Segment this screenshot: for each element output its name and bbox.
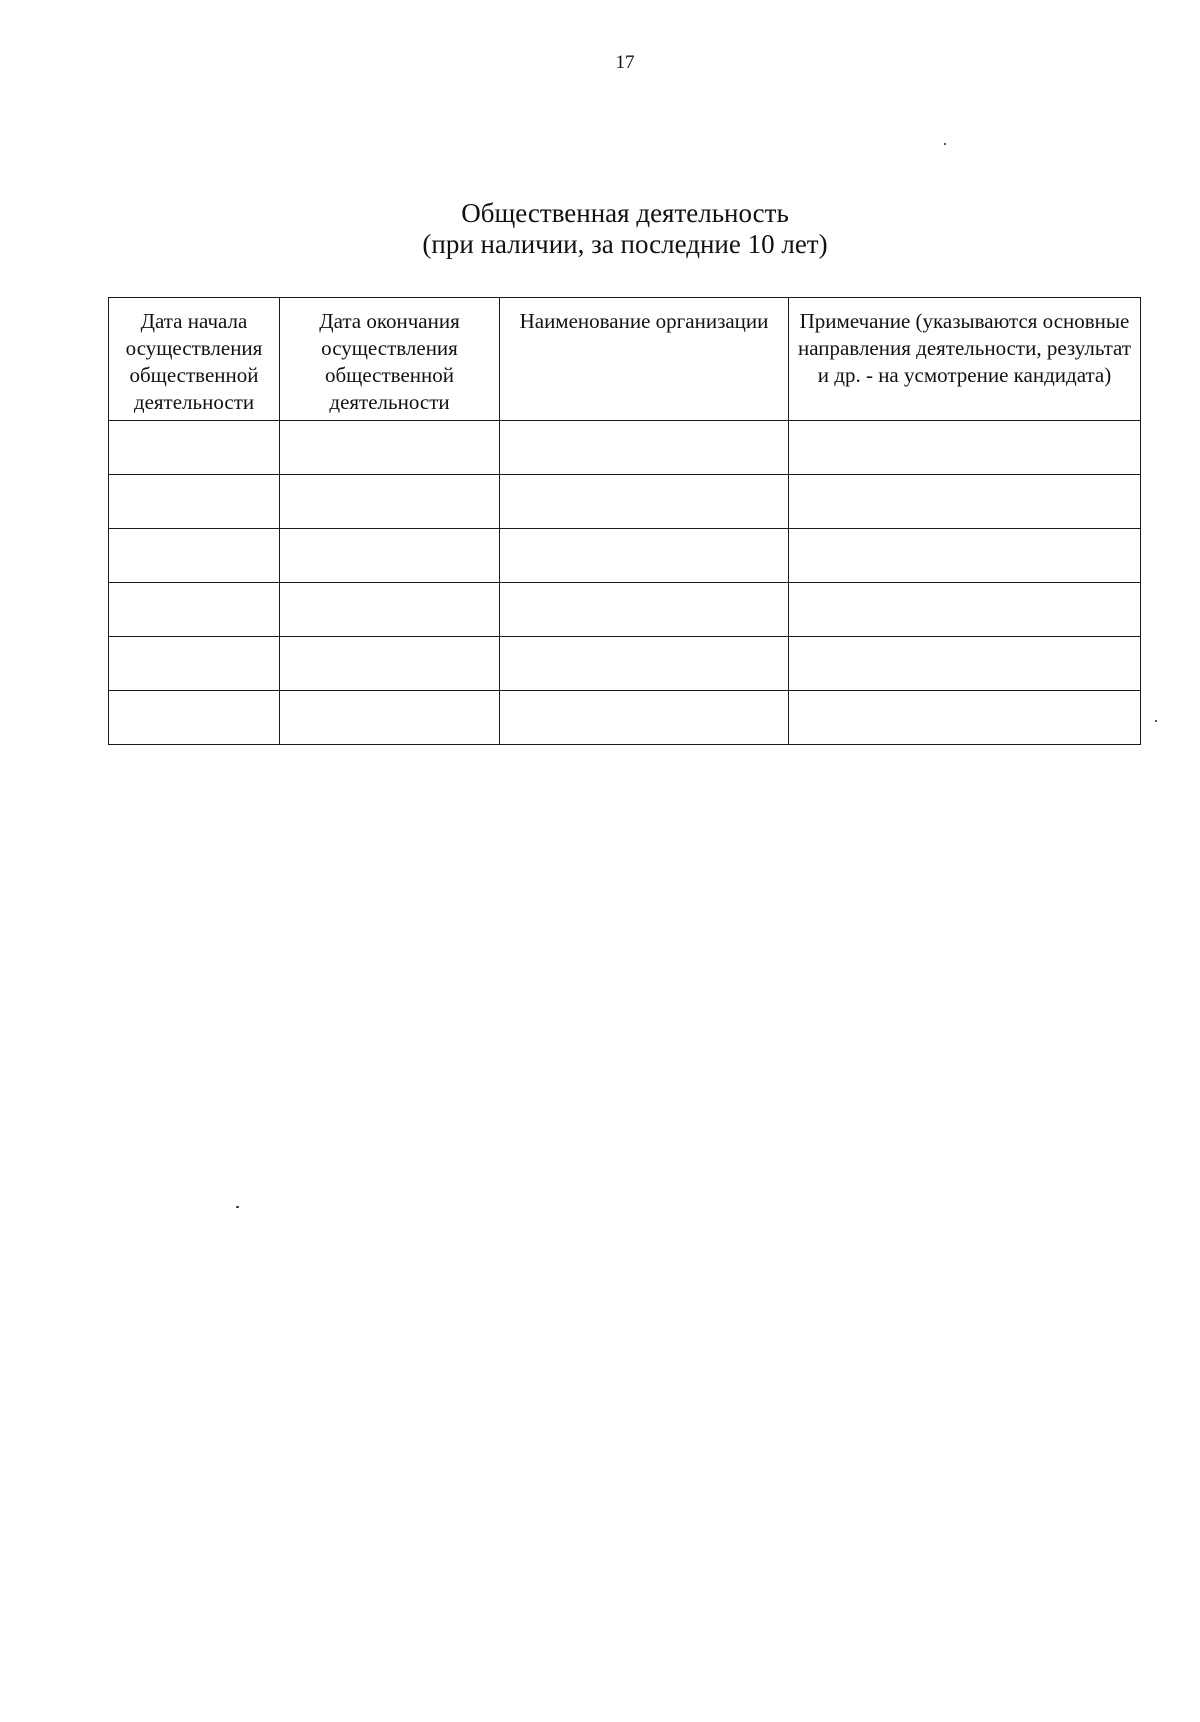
table-cell[interactable] bbox=[500, 583, 789, 637]
scan-speck bbox=[236, 1206, 239, 1208]
table-header-row bbox=[109, 298, 1141, 421]
table-cell[interactable] bbox=[789, 475, 1141, 529]
table-cell[interactable] bbox=[109, 421, 280, 475]
table-cell[interactable] bbox=[280, 529, 500, 583]
table-cell[interactable] bbox=[500, 529, 789, 583]
table-row bbox=[109, 475, 1141, 529]
table-cell[interactable] bbox=[500, 421, 789, 475]
table-cell[interactable] bbox=[500, 475, 789, 529]
table-cell[interactable] bbox=[109, 475, 280, 529]
table-cell[interactable] bbox=[789, 421, 1141, 475]
public-activity-table bbox=[108, 297, 1141, 745]
table-cell[interactable] bbox=[500, 691, 789, 745]
section-title-line1: Общественная деятельность bbox=[461, 198, 789, 228]
table-cell[interactable] bbox=[789, 583, 1141, 637]
table-cell[interactable] bbox=[280, 583, 500, 637]
table-row bbox=[109, 637, 1141, 691]
header-start-date: Дата начала осуществления общественной деятельности bbox=[109, 298, 280, 421]
table-cell[interactable] bbox=[789, 637, 1141, 691]
table-row bbox=[109, 529, 1141, 583]
table-cell[interactable] bbox=[109, 691, 280, 745]
table-cell[interactable] bbox=[500, 637, 789, 691]
table-cell[interactable] bbox=[109, 637, 280, 691]
header-note: Примечание (указываются основные направления деятельности, результат и др. - на усмотрение кандидата) bbox=[789, 298, 1141, 421]
table-row bbox=[109, 421, 1141, 475]
table-cell[interactable] bbox=[789, 691, 1141, 745]
table-cell[interactable] bbox=[280, 475, 500, 529]
section-title bbox=[0, 198, 1200, 260]
table-cell[interactable] bbox=[109, 583, 280, 637]
table-row bbox=[109, 691, 1141, 745]
page-number: 17 bbox=[615, 52, 635, 73]
table-row bbox=[109, 583, 1141, 637]
table-cell[interactable] bbox=[109, 529, 280, 583]
table-cell[interactable] bbox=[280, 691, 500, 745]
table-cell[interactable] bbox=[280, 637, 500, 691]
header-end-date: Дата окончания осуществления общественной деятельности bbox=[280, 298, 500, 421]
scan-speck bbox=[944, 143, 946, 145]
header-organization-name: Наименование организации bbox=[500, 298, 789, 421]
section-title-line2: (при наличии, за последние 10 лет) bbox=[422, 229, 828, 259]
scan-speck bbox=[1155, 720, 1157, 722]
table-cell[interactable] bbox=[280, 421, 500, 475]
table-cell[interactable] bbox=[789, 529, 1141, 583]
